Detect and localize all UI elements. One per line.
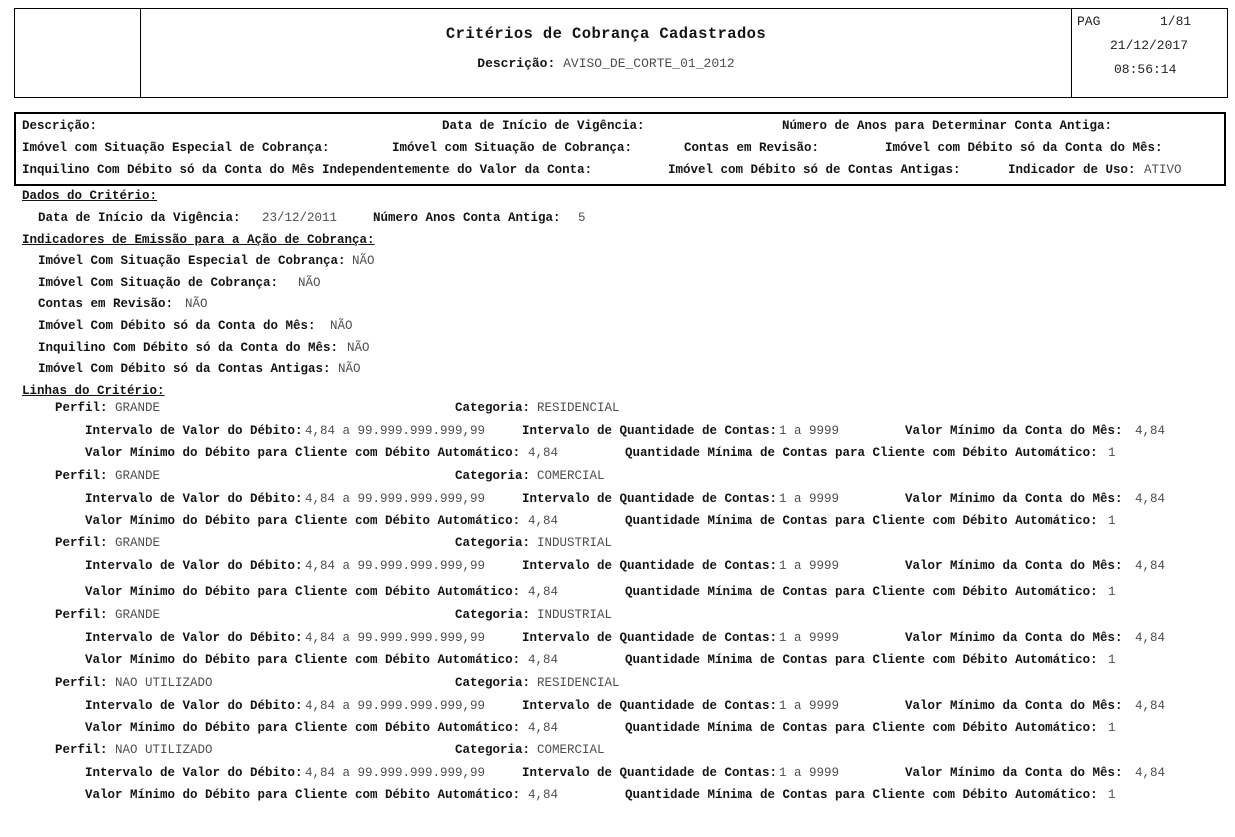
intervalo-valor-value: 4,84 a 99.999.999.999,99 bbox=[305, 559, 486, 573]
qtd-minima-auto-label: Quantidade Mínima de Contas para Cliente com Débito Automático: bbox=[625, 653, 1098, 667]
anos-conta-antiga-value: 5 bbox=[578, 211, 586, 225]
qtd-minima-auto-value: 1 bbox=[1108, 721, 1116, 735]
criteria-line-intervalos-row bbox=[0, 559, 1235, 579]
categoria-label: Categoria: bbox=[455, 469, 531, 483]
criteria-line-perfil-row bbox=[0, 536, 1235, 556]
intervalo-valor-value: 4,84 a 99.999.999.999,99 bbox=[305, 699, 486, 713]
qtd-minima-auto-label: Quantidade Mínima de Contas para Cliente com Débito Automático: bbox=[625, 585, 1098, 599]
intervalo-qtd-label: Intervalo de Quantidade de Contas: bbox=[522, 492, 778, 506]
report-subtitle-label: Descrição: bbox=[477, 56, 556, 71]
intervalo-valor-value: 4,84 a 99.999.999.999,99 bbox=[305, 631, 486, 645]
linhas-heading: Linhas do Critério: bbox=[22, 384, 165, 398]
perfil-value: GRANDE bbox=[115, 401, 161, 415]
valor-minimo-mes-label: Valor Mínimo da Conta do Mês: bbox=[905, 492, 1123, 506]
report-header bbox=[14, 8, 1228, 98]
indicator-value: NÃO bbox=[298, 276, 321, 290]
criteria-line-intervalos-row bbox=[0, 766, 1235, 786]
perfil-label: Perfil: bbox=[55, 401, 108, 415]
qtd-minima-auto-value: 1 bbox=[1108, 653, 1116, 667]
categoria-label: Categoria: bbox=[455, 401, 531, 415]
report-time: 08:56:14 bbox=[1114, 62, 1177, 77]
filter-situacao-cobranca-label: Imóvel com Situação de Cobrança: bbox=[392, 141, 633, 155]
report-title-block bbox=[141, 9, 1071, 97]
indicator-label: Inquilino Com Débito só da Conta do Mês: bbox=[38, 341, 339, 355]
perfil-label: Perfil: bbox=[55, 743, 108, 757]
valor-minimo-auto-value: 4,84 bbox=[528, 514, 559, 528]
intervalo-qtd-value: 1 a 9999 bbox=[779, 424, 840, 438]
criteria-line-automatico-row bbox=[0, 721, 1235, 741]
filter-descricao-label: Descrição: bbox=[22, 119, 98, 133]
qtd-minima-auto-value: 1 bbox=[1108, 446, 1116, 460]
page-number: 1/81 bbox=[1160, 14, 1192, 29]
categoria-label: Categoria: bbox=[455, 676, 531, 690]
valor-minimo-mes-label: Valor Mínimo da Conta do Mês: bbox=[905, 424, 1123, 438]
qtd-minima-auto-label: Quantidade Mínima de Contas para Cliente com Débito Automático: bbox=[625, 721, 1098, 735]
intervalo-valor-value: 4,84 a 99.999.999.999,99 bbox=[305, 766, 486, 780]
intervalo-valor-label: Intervalo de Valor do Débito: bbox=[85, 766, 303, 780]
criteria-line-perfil-row bbox=[0, 743, 1235, 763]
valor-minimo-mes-label: Valor Mínimo da Conta do Mês: bbox=[905, 766, 1123, 780]
section-indicadores-heading-row bbox=[0, 233, 1235, 253]
intervalo-qtd-value: 1 a 9999 bbox=[779, 492, 840, 506]
intervalo-qtd-value: 1 a 9999 bbox=[779, 766, 840, 780]
page-label: PAG bbox=[1077, 14, 1101, 29]
qtd-minima-auto-value: 1 bbox=[1108, 585, 1116, 599]
valor-minimo-mes-value: 4,84 bbox=[1135, 492, 1166, 506]
valor-minimo-auto-value: 4,84 bbox=[528, 788, 559, 802]
criteria-line-automatico-row bbox=[0, 446, 1235, 466]
criteria-line-automatico-row bbox=[0, 514, 1235, 534]
intervalo-qtd-value: 1 a 9999 bbox=[779, 559, 840, 573]
categoria-value: RESIDENCIAL bbox=[537, 401, 620, 415]
criteria-line-automatico-row bbox=[0, 653, 1235, 673]
page-info-box bbox=[1071, 9, 1227, 97]
report-subtitle bbox=[141, 56, 1071, 71]
valor-minimo-mes-value: 4,84 bbox=[1135, 766, 1166, 780]
intervalo-valor-label: Intervalo de Valor do Débito: bbox=[85, 631, 303, 645]
criteria-line-intervalos-row bbox=[0, 492, 1235, 512]
valor-minimo-mes-label: Valor Mínimo da Conta do Mês: bbox=[905, 631, 1123, 645]
valor-minimo-auto-label: Valor Mínimo do Débito para Cliente com Débito Automático: bbox=[85, 514, 521, 528]
dados-values-row bbox=[0, 211, 1235, 231]
indicator-value: NÃO bbox=[347, 341, 370, 355]
criteria-line-intervalos-row bbox=[0, 699, 1235, 719]
criteria-line-automatico-row bbox=[0, 585, 1235, 605]
criteria-filter-box bbox=[14, 112, 1226, 186]
valor-minimo-auto-value: 4,84 bbox=[528, 653, 559, 667]
valor-minimo-mes-label: Valor Mínimo da Conta do Mês: bbox=[905, 559, 1123, 573]
criteria-line-perfil-row bbox=[0, 608, 1235, 628]
anos-conta-antiga-label: Número Anos Conta Antiga: bbox=[373, 211, 561, 225]
valor-minimo-mes-value: 4,84 bbox=[1135, 699, 1166, 713]
perfil-label: Perfil: bbox=[55, 608, 108, 622]
perfil-label: Perfil: bbox=[55, 676, 108, 690]
categoria-value: COMERCIAL bbox=[537, 469, 605, 483]
dados-heading: Dados do Critério: bbox=[22, 189, 158, 203]
perfil-value: NAO UTILIZADO bbox=[115, 676, 213, 690]
perfil-value: NAO UTILIZADO bbox=[115, 743, 213, 757]
valor-minimo-auto-label: Valor Mínimo do Débito para Cliente com Débito Automático: bbox=[85, 446, 521, 460]
intervalo-qtd-label: Intervalo de Quantidade de Contas: bbox=[522, 699, 778, 713]
categoria-label: Categoria: bbox=[455, 743, 531, 757]
indicator-value: NÃO bbox=[352, 254, 375, 268]
indicator-row bbox=[0, 362, 1235, 382]
criteria-line-perfil-row bbox=[0, 469, 1235, 489]
valor-minimo-auto-label: Valor Mínimo do Débito para Cliente com Débito Automático: bbox=[85, 653, 521, 667]
valor-minimo-auto-label: Valor Mínimo do Débito para Cliente com Débito Automático: bbox=[85, 721, 521, 735]
indicator-row bbox=[0, 319, 1235, 339]
criteria-line-perfil-row bbox=[0, 676, 1235, 696]
valor-minimo-mes-value: 4,84 bbox=[1135, 559, 1166, 573]
valor-minimo-auto-label: Valor Mínimo do Débito para Cliente com Débito Automático: bbox=[85, 585, 521, 599]
indicator-value: NÃO bbox=[338, 362, 361, 376]
indicator-label: Contas em Revisão: bbox=[38, 297, 174, 311]
perfil-value: GRANDE bbox=[115, 469, 161, 483]
filter-data-inicio-label: Data de Início de Vigência: bbox=[442, 119, 645, 133]
indicator-label: Imóvel Com Débito só da Conta do Mês: bbox=[38, 319, 316, 333]
filter-situacao-especial-label: Imóvel com Situação Especial de Cobrança: bbox=[22, 141, 330, 155]
perfil-label: Perfil: bbox=[55, 469, 108, 483]
categoria-value: INDUSTRIAL bbox=[537, 536, 613, 550]
indicadores-heading: Indicadores de Emissão para a Ação de Cobrança: bbox=[22, 233, 375, 247]
indicator-value: NÃO bbox=[330, 319, 353, 333]
report-subtitle-value: AVISO_DE_CORTE_01_2012 bbox=[563, 56, 735, 71]
indicator-label: Imóvel Com Situação de Cobrança: bbox=[38, 276, 279, 290]
intervalo-qtd-label: Intervalo de Quantidade de Contas: bbox=[522, 631, 778, 645]
intervalo-qtd-value: 1 a 9999 bbox=[779, 631, 840, 645]
filter-inquilino-label: Inquilino Com Débito só da Conta do Mês Independentemente do Valor da Conta: bbox=[22, 163, 593, 177]
qtd-minima-auto-value: 1 bbox=[1108, 514, 1116, 528]
intervalo-qtd-label: Intervalo de Quantidade de Contas: bbox=[522, 766, 778, 780]
filter-indicador-uso-label: Indicador de Uso: bbox=[1008, 163, 1136, 177]
criteria-line-intervalos-row bbox=[0, 424, 1235, 444]
filter-contas-revisao-label: Contas em Revisão: bbox=[684, 141, 820, 155]
filter-contas-antigas-label: Imóvel com Débito só de Contas Antigas: bbox=[668, 163, 961, 177]
logo-placeholder bbox=[15, 9, 141, 97]
filter-indicador-uso-value: ATIVO bbox=[1144, 163, 1182, 177]
section-dados-heading-row bbox=[0, 189, 1235, 209]
indicator-row bbox=[0, 341, 1235, 361]
categoria-value: RESIDENCIAL bbox=[537, 676, 620, 690]
intervalo-valor-value: 4,84 a 99.999.999.999,99 bbox=[305, 492, 486, 506]
intervalo-valor-label: Intervalo de Valor do Débito: bbox=[85, 424, 303, 438]
criteria-line-perfil-row bbox=[0, 401, 1235, 421]
perfil-value: GRANDE bbox=[115, 536, 161, 550]
valor-minimo-mes-value: 4,84 bbox=[1135, 424, 1166, 438]
categoria-label: Categoria: bbox=[455, 536, 531, 550]
valor-minimo-mes-label: Valor Mínimo da Conta do Mês: bbox=[905, 699, 1123, 713]
intervalo-qtd-value: 1 a 9999 bbox=[779, 699, 840, 713]
indicator-label: Imóvel Com Situação Especial de Cobrança: bbox=[38, 254, 346, 268]
perfil-value: GRANDE bbox=[115, 608, 161, 622]
indicator-row bbox=[0, 254, 1235, 274]
vigencia-label: Data de Início da Vigência: bbox=[38, 211, 241, 225]
intervalo-valor-label: Intervalo de Valor do Débito: bbox=[85, 559, 303, 573]
criteria-line-intervalos-row bbox=[0, 631, 1235, 651]
categoria-label: Categoria: bbox=[455, 608, 531, 622]
categoria-value: INDUSTRIAL bbox=[537, 608, 613, 622]
qtd-minima-auto-label: Quantidade Mínima de Contas para Cliente com Débito Automático: bbox=[625, 446, 1098, 460]
indicator-label: Imóvel Com Débito só da Contas Antigas: bbox=[38, 362, 331, 376]
filter-numero-anos-label: Número de Anos para Determinar Conta Antiga: bbox=[782, 119, 1113, 133]
valor-minimo-mes-value: 4,84 bbox=[1135, 631, 1166, 645]
criteria-line-automatico-row bbox=[0, 788, 1235, 808]
intervalo-valor-label: Intervalo de Valor do Débito: bbox=[85, 492, 303, 506]
intervalo-qtd-label: Intervalo de Quantidade de Contas: bbox=[522, 424, 778, 438]
report-title: Critérios de Cobrança Cadastrados bbox=[445, 25, 767, 43]
valor-minimo-auto-value: 4,84 bbox=[528, 721, 559, 735]
valor-minimo-auto-value: 4,84 bbox=[528, 585, 559, 599]
vigencia-value: 23/12/2011 bbox=[262, 211, 338, 225]
indicator-value: NÃO bbox=[185, 297, 208, 311]
report-date: 21/12/2017 bbox=[1110, 38, 1189, 53]
perfil-label: Perfil: bbox=[55, 536, 108, 550]
intervalo-valor-label: Intervalo de Valor do Débito: bbox=[85, 699, 303, 713]
qtd-minima-auto-label: Quantidade Mínima de Contas para Cliente com Débito Automático: bbox=[625, 514, 1098, 528]
valor-minimo-auto-label: Valor Mínimo do Débito para Cliente com Débito Automático: bbox=[85, 788, 521, 802]
intervalo-qtd-label: Intervalo de Quantidade de Contas: bbox=[522, 559, 778, 573]
categoria-value: COMERCIAL bbox=[537, 743, 605, 757]
filter-debito-conta-mes-label: Imóvel com Débito só da Conta do Mês: bbox=[885, 141, 1163, 155]
indicator-row bbox=[0, 297, 1235, 317]
intervalo-valor-value: 4,84 a 99.999.999.999,99 bbox=[305, 424, 486, 438]
qtd-minima-auto-value: 1 bbox=[1108, 788, 1116, 802]
qtd-minima-auto-label: Quantidade Mínima de Contas para Cliente com Débito Automático: bbox=[625, 788, 1098, 802]
valor-minimo-auto-value: 4,84 bbox=[528, 446, 559, 460]
indicator-row bbox=[0, 276, 1235, 296]
